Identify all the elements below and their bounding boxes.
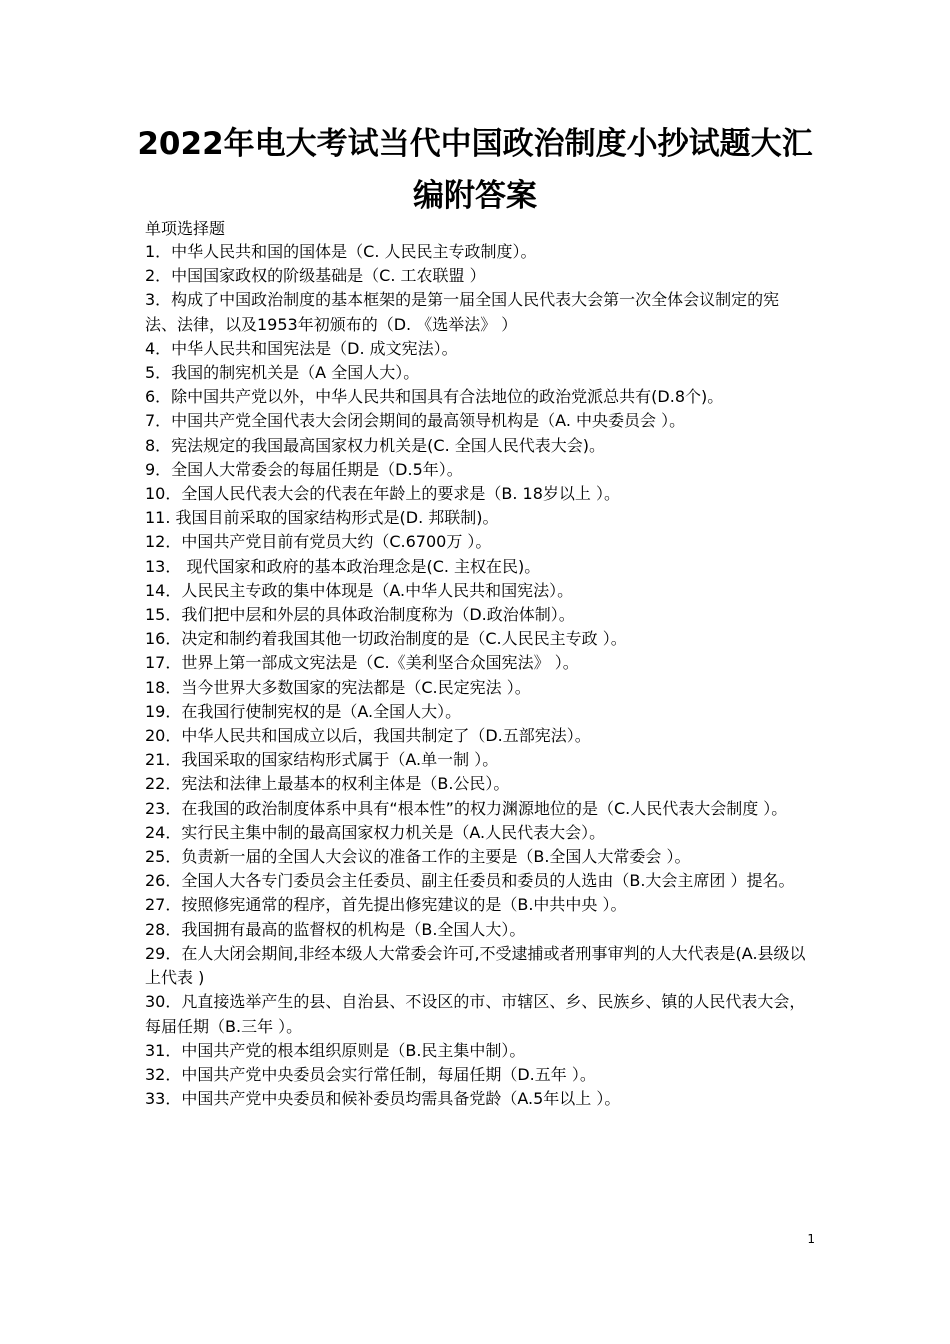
question-item: 16．决定和制约着我国其他一切政治制度的是（C.人民民主专政 ）。 [145,629,627,649]
question-item: 2．中国国家政权的阶级基础是（C. 工农联盟 ） [145,266,486,286]
question-item: 1．中华人民共和国的国体是（C. 人民民主专政制度）。 [145,242,537,261]
question-item: 8．宪法规定的我国最高国家权力机关是(C. 全国人民代表大会)。 [145,435,606,455]
question-item: 13． 现代国家和政府的基本政治理念是(C. 主权在民)。 [145,556,541,576]
section-heading: 单项选择题 [145,219,226,238]
question-item: 23．在我国的政治制度体系中具有“根本性”的权力渊源地位的是（C.人民代表大会制度 ）。 [145,798,788,818]
question-item: 12．中国共产党目前有党员大约（C.6700万 ）。 [145,532,492,552]
question-item: 33．中国共产党中央委员和候补委员均需具备党龄（A.5年以上 ）。 [145,1089,621,1109]
question-item: 26．全国人大各专门委员会主任委员、副主任委员和委员的人选由（B.大会主席团 ）提名。 [145,871,795,891]
question-item: 4．中华人民共和国宪法是（D. 成文宪法）。 [145,338,458,358]
question-item: 11. 我国目前采取的国家结构形式是(D. 邦联制)。 [145,508,499,528]
question-item: 17．世界上第一部成文宪法是（C.《美利坚合众国宪法》 ）。 [145,653,579,673]
question-item: 31．中国共产党的根本组织原则是（B.民主集中制）。 [145,1040,526,1060]
question-item: 32．中国共产党中央委员会实行常任制，每届任期（D.五年 ）。 [145,1064,596,1084]
page-number: 1 [807,1232,815,1246]
question-item: 5．我国的制宪机关是（A 全国人大）。 [145,363,420,383]
document-title: 2022年电大考试当代中国政治制度小抄试题大汇编附答案 [137,126,813,214]
question-item: 19．在我国行使制宪权的是（A.全国人大）。 [145,701,462,721]
question-item: 20．中华人民共和国成立以后，我国共制定了（D.五部宪法）。 [145,726,591,746]
question-item: 3．构成了中国政治制度的基本框架的是第一届全国人民代表大会第一次全体会议制定的宪法、法律，以及1953年初颁布的（D. 《选举法》 ） [145,290,780,334]
question-list [145,240,810,1111]
question-item: 15．我们把中层和外层的具体政治制度称为（D.政治体制）。 [145,605,575,625]
question-item: 6．除中国共产党以外，中华人民共和国具有合法地位的政治党派总共有(D.8个)。 [145,387,724,407]
question-item: 28．我国拥有最高的监督权的机构是（B.全国人大）。 [145,919,526,939]
question-item: 30．凡直接选举产生的县、自治县、不设区的市、市辖区、乡、民族乡、镇的人民代表大会，每届任期（B.三年 ）。 [145,992,806,1036]
question-item: 18．当今世界大多数国家的宪法都是（C.民定宪法 ）。 [145,677,531,697]
question-item: 7．中国共产党全国代表大会闭会期间的最高领导机构是（A. 中央委员会 ）。 [145,411,686,431]
question-item: 22．宪法和法律上最基本的权利主体是（B.公民）。 [145,774,510,794]
question-item: 10．全国人民代表大会的代表在年龄上的要求是（B. 18岁以上 ）。 [145,484,620,504]
question-item: 21．我国采取的国家结构形式属于（A.单一制 ）。 [145,750,499,770]
question-item: 24．实行民主集中制的最高国家权力机关是（A.人民代表大会）。 [145,822,606,842]
question-item: 9．全国人大常委会的每届任期是（D.5年）。 [145,459,463,479]
question-item: 14．人民民主专政的集中体现是（A.中华人民共和国宪法）。 [145,580,574,600]
question-item: 27．按照修宪通常的程序，首先提出修宪建议的是（B.中共中央 ）。 [145,895,627,915]
question-item: 25．负责新一届的全国人大会议的准备工作的主要是（B.全国人大常委会 ）。 [145,847,691,867]
question-item: 29．在人大闭会期间,非经本级人大常委会许可,不受逮捕或者刑事审判的人大代表是(A.县级以上代表 ) [145,943,806,988]
